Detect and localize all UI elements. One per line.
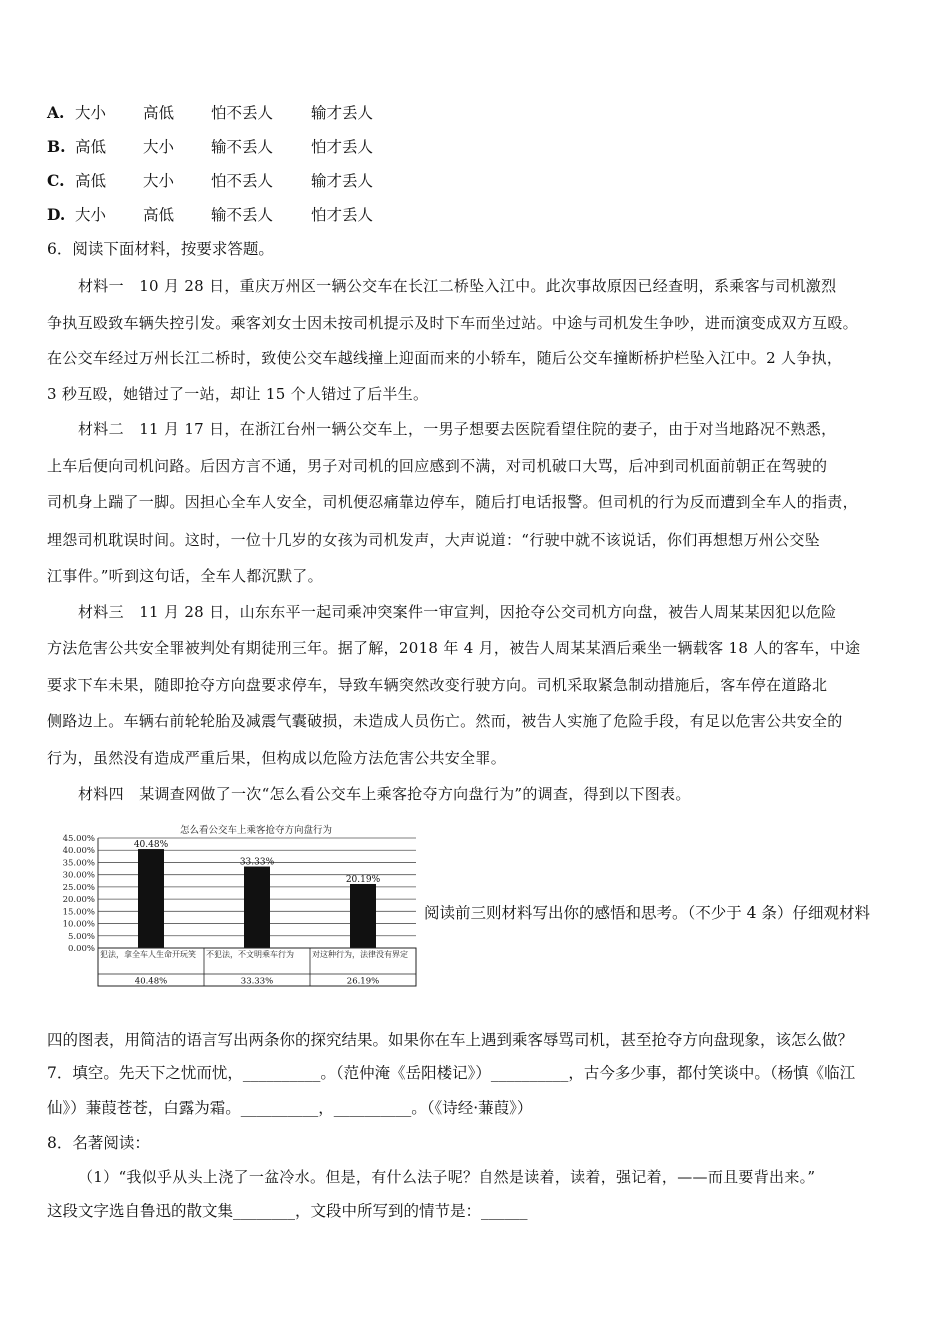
option-text: 高低 (75, 138, 107, 156)
option-text: 怕不丢人 (211, 104, 274, 122)
y-tick-label: 25.00% (62, 882, 95, 893)
material-1-line: 在公交车经过万州长江二桥时，致使公交车越线撞上迎面而来的小轿车，随后公交车撞断桥护栏坠入江中。2 人争执， (47, 349, 843, 367)
question-6-title: 6．阅读下面材料，按要求答题。 (47, 240, 274, 258)
material-2-line: 材料二 11 月 17 日，在浙江台州一辆公交车上，一男子想要去医院看望住院的妻子，由于对当地路况不熟悉， (78, 420, 837, 438)
option-label: D. (47, 205, 66, 224)
option-text: 大小 (143, 172, 175, 190)
question-8-line: 这段文字选自鲁迅的散文集________，文段中所写到的情节是：______ (47, 1202, 528, 1220)
question-6-after-text: 四的图表，用简洁的语言写出两条你的探究结果。如果你在车上遇到乘客辱骂司机，甚至抢夺方向盘现象，该怎么做？ (47, 1031, 854, 1049)
option-text: 大小 (75, 104, 107, 122)
option-text: 怕才丢人 (311, 206, 374, 224)
option-text: 输才丢人 (311, 104, 374, 122)
option-b (47, 137, 373, 157)
option-text: 大小 (75, 206, 107, 224)
table-category-cell (312, 949, 414, 973)
material-1-line: 材料一 10 月 28 日，重庆万州区一辆公交车在长江二桥坠入江中。此次事故原因已经查明，系乘客与司机激烈 (78, 277, 837, 295)
option-c (47, 171, 373, 191)
y-tick-label: 10.00% (62, 919, 95, 930)
option-d (47, 205, 373, 225)
option-a (47, 103, 373, 123)
bar-data-label: 20.19% (345, 874, 381, 885)
material-1-line: 争执互殴致车辆失控引发。乘客刘女士因未按司机提示及时下车而坐过站。中途与司机发生争吵，进而演变成双方互殴。 (47, 314, 858, 332)
y-tick-label: 15.00% (62, 907, 95, 918)
material-2-line: 司机身上踹了一脚。因担心全车人安全，司机便忍痛靠边停车，随后打电话报警。但司机的行为反而遭到全车人的指责， (47, 493, 858, 511)
chart-title: 怎么看公交车上乘客抢夺方向盘行为 (179, 825, 333, 836)
question-8-title: 8．名著阅读： (47, 1134, 150, 1152)
material-3-line: 材料三 11 月 28 日，山东东平一起司乘冲突案件一审宣判，因抢夺公交司机方向盘，被告人周某某因犯以危险 (78, 603, 837, 621)
material-2-line: 上车后便向司机问路。后因方言不通，男子对司机的回应感到不满，对司机破口大骂，后冲到司机面前朝正在驾驶的 (47, 457, 828, 475)
y-tick-label: 20.00% (62, 895, 95, 906)
table-category-cell (206, 949, 308, 973)
option-label: A. (47, 103, 65, 122)
y-tick-label: 35.00% (62, 858, 95, 869)
survey-chart (44, 818, 422, 998)
option-label: C. (47, 171, 65, 190)
material-2-line: 江事件。”听到这句话，全车人都沉默了。 (47, 567, 323, 585)
option-text: 怕不丢人 (211, 172, 274, 190)
material-3-line: 行为，虽然没有造成严重后果，但构成以危险方法危害公共安全罪。 (47, 749, 507, 767)
option-text: 输才丢人 (311, 172, 374, 190)
option-text: 怕才丢人 (311, 138, 374, 156)
chart-svg (44, 818, 422, 998)
y-tick-label: 5.00% (67, 931, 95, 942)
bar-data-label: 33.33% (239, 857, 275, 868)
table-value-label: 40.48% (134, 976, 168, 987)
material-3-line: 方法危害公共安全罪被判处有期徒刑三年。据了解，2018 年 4 月，被告人周某某酒后乘坐一辆载客 18 人的客车，中途 (47, 639, 861, 657)
bar-data-label: 40.48% (133, 840, 169, 851)
y-tick-label: 0.00% (67, 944, 95, 954)
option-text: 高低 (143, 206, 175, 224)
y-tick-label: 45.00% (62, 834, 95, 844)
bar (350, 884, 376, 948)
bar (244, 867, 270, 948)
material-1-line: 3 秒互殴，她错过了一站，却让 15 个人错过了后半生。 (47, 385, 429, 403)
table-value-label: 26.19% (346, 976, 380, 987)
question-7-line: 仙》）蒹葭苍苍，白露为霜。__________，__________。（《诗经·蒹葭》） (47, 1099, 533, 1117)
material-3-line: 侧路边上。车辆右前轮轮胎及减震气囊破损，未造成人员伤亡。然而，被告人实施了危险手段，有足以危害公共安全的 (47, 712, 843, 730)
option-text: 高低 (143, 104, 175, 122)
table-category-cell (100, 949, 202, 973)
option-text: 大小 (143, 138, 175, 156)
question-7-line: 7．填空。先天下之忧而忧，__________。（范仲淹《岳阳楼记》）__________，古今多少事，都付笑谈中。（杨慎《临江 (47, 1064, 856, 1082)
option-label: B. (47, 137, 66, 156)
material-4-line: 材料四 某调查网做了一次“怎么看公交车上乘客抢夺方向盘行为”的调查，得到以下图表。 (78, 785, 691, 803)
y-tick-label: 30.00% (62, 870, 95, 881)
material-2-line: 埋怨司机耽误时间。这时，一位十几岁的女孩为司机发声，大声说道：“行驶中就不该说话，你们再想想万州公交坠 (47, 531, 820, 549)
table-value-label: 33.33% (240, 976, 274, 987)
table-category-label: 犯法，拿全车人生命开玩笑 (100, 950, 196, 959)
table-category-label: 对这种行为，法律没有界定 (312, 950, 408, 959)
option-text: 高低 (75, 172, 107, 190)
question-6-side-text: 阅读前三则材料写出你的感悟和思考。（不少于 4 条）仔细观材料 (424, 904, 870, 922)
y-tick-label: 40.00% (62, 846, 95, 857)
material-3-line: 要求下车未果，随即抢夺方向盘要求停车，导致车辆突然改变行驶方向。司机采取紧急制动措施后，客车停在道路北 (47, 676, 828, 694)
table-category-label: 不犯法，不文明乘车行为 (206, 950, 294, 959)
option-text: 输不丢人 (211, 206, 274, 224)
bar (138, 849, 164, 948)
question-8-line: （1）“我似乎从头上浇了一盆冷水。但是，有什么法子呢？自然是读着，读着，强记着，——而且要背出来。” (78, 1168, 816, 1186)
option-text: 输不丢人 (211, 138, 274, 156)
